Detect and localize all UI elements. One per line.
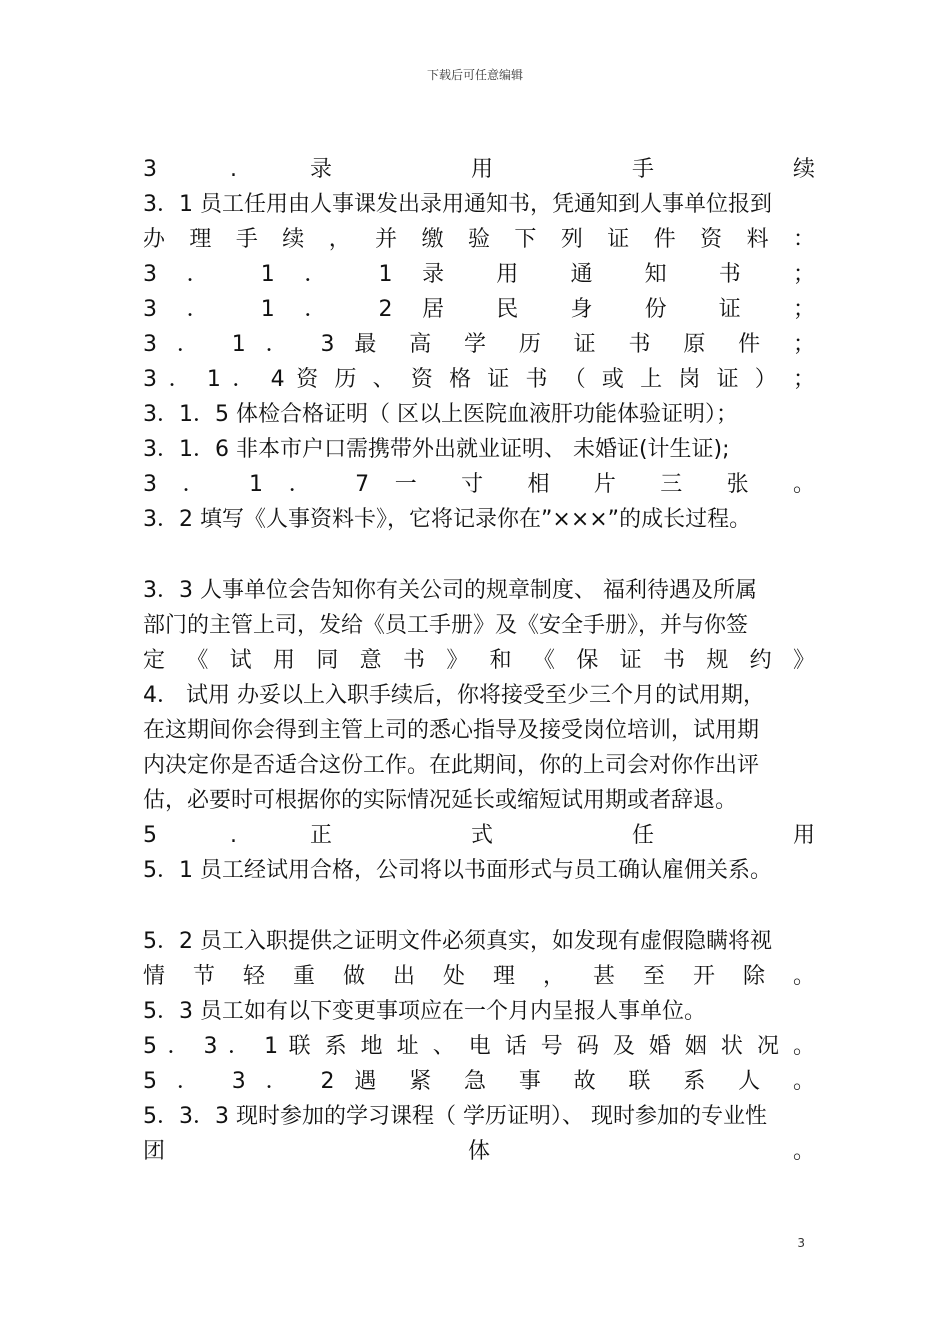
text-line: 5．3 员工如有以下变更事项应在一个月内呈报人事单位。 (143, 999, 706, 1024)
text-line: 4． 试用 办妥以上入职手续后，你将接受至少三个月的试用期， (143, 683, 765, 708)
text-line: 5．1 员工经试用合格，公司将以书面形式与员工确认雇佣关系。 (143, 858, 772, 883)
text-line: 3．1．6 非本市户口需携带外出就业证明、 未婚证(计生证); (143, 437, 730, 462)
text-line: 定 《 试 用 同 意 书 》 和 《 保 证 书 规 约 》 (143, 648, 815, 673)
text-line: 估，必要时可根据你的实际情况延长或缩短试用期或者辞退。 (143, 788, 738, 813)
text-line: 3 ． 1 ． 2 居 民 身 份 证 ； (143, 297, 815, 322)
blank-line (143, 888, 815, 924)
text-line: 5 . 正 式 任 用 (143, 823, 815, 848)
text-line: 3 ． 1 ． 1 录 用 通 知 书 ； (143, 262, 815, 287)
text-line: 3 ． 1 ． 7 一 寸 相 片 三 张 。 (143, 472, 815, 497)
text-line: 5．2 员工入职提供之证明文件必须真实，如发现有虚假隐瞒将视 (143, 929, 772, 954)
text-line: 3 ． 1 ． 4 资 历 、 资 格 证 书 （ 或 上 岗 证 ） ； (143, 367, 815, 392)
page-number: 3 (797, 1236, 805, 1250)
text-line: 部门的主管上司，发给《员工手册》及《安全手册》，并与你签 (143, 613, 749, 638)
text-line: 内决定你是否适合这份工作。在此期间，你的上司会对你作出评 (143, 753, 760, 778)
text-line: 5．3．3 现时参加的学习课程（ 学历证明）、 现时参加的专业性 (143, 1104, 767, 1129)
text-line: 3．2 填写《人事资料卡》，它将记录你在”×××”的成长过程。 (143, 507, 752, 532)
blank-line (143, 537, 815, 573)
text-line: 办 理 手 续 ， 并 缴 验 下 列 证 件 资 料 ： (143, 227, 815, 252)
document-body (143, 152, 815, 1169)
text-line: 3．1．5 体检合格证明（ 区以上医院血液肝功能体验证明）； (143, 402, 738, 427)
page-header: 下载后可任意编辑 (426, 68, 523, 82)
text-line: 情 节 轻 重 做 出 处 理 ， 甚 至 开 除 。 (143, 964, 815, 989)
text-line: 团 体 。 (143, 1139, 815, 1164)
text-line: 5 ． 3 ． 2 遇 紧 急 事 故 联 系 人 。 (143, 1069, 815, 1094)
text-line: 3．1 员工任用由人事课发出录用通知书，凭通知到人事单位报到 (143, 192, 772, 217)
text-line: 在这期间你会得到主管上司的悉心指导及接受岗位培训，试用期 (143, 718, 760, 743)
text-line: 3 ． 1 ． 3 最 高 学 历 证 书 原 件 ； (143, 332, 815, 357)
text-line: 3 . 录 用 手 续 (143, 157, 815, 182)
text-line: 5 ． 3 ． 1 联 系 地 址 、 电 话 号 码 及 婚 姻 状 况 。 (143, 1034, 815, 1059)
text-line: 3．3 人事单位会告知你有关公司的规章制度、 福利待遇及所属 (143, 578, 757, 603)
